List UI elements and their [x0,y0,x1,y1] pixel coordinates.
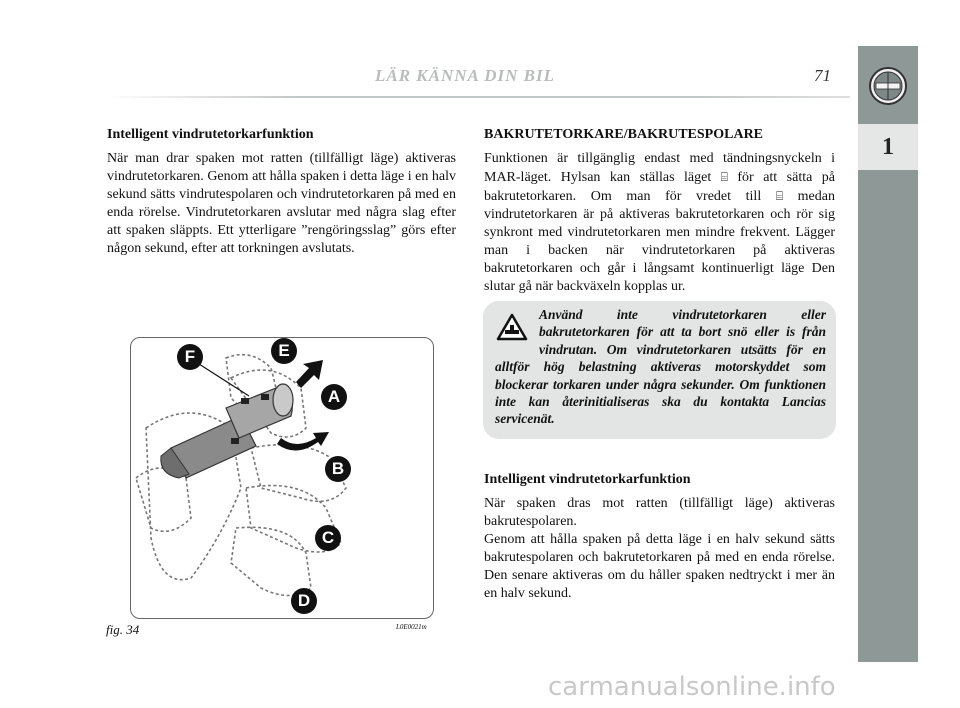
page-number: 71 [814,66,831,85]
figure-label-e: E [271,338,297,364]
header-divider [106,96,850,98]
figure-caption: fig. 34 [106,622,140,637]
rear-wiper-icon: ⌸ [775,189,784,203]
section-body-2b: Genom att hålla spaken på detta läge i en halv sekund sätts bakrutespolaren och bakrutetorkaren på med en enda rörelse. Den senare aktiveras om du håller spaken nedtryckt i mer än en halv sekund. [484,532,835,601]
section-body-2a: När spaken dras mot ratten (tillfälligt läge) aktiveras bakrutespolaren. [484,496,835,529]
stalk-illustration [131,338,433,618]
left-column [107,126,456,258]
warning-text: Använd inte vindrutetorkaren eller bakrutetorkaren för att ta bort snö eller is från vindrutan. Om vindrutetorkaren utsätts för en alltför hög belastning aktiveras motorskyddet som blockerar torkaren under några sekunder. Om funktionen inte kan återinitialiseras ska du kontakta Lancias servicenät. [495,307,826,427]
figure-stalk-diagram [130,337,434,619]
section-heading-2: Intelligent vindrutetorkarfunktion [484,472,691,487]
figure-code: L0E0021m [396,623,427,631]
section-body-rear-wiper: Funktionen är tillgänglig endast med tändningsnyckeln i MAR-läget. Hylsan kan ställas läget ⌸ för att sätta på bakrutetorkaren. Om man för vredet till ⌸ medan vindrutetorkaren är på aktiveras bakrutetorkaren och rör sig synkront med vindrutetorkaren men mindre frekvent. Lägger man i backen när vindrutetorkaren på aktiveras bakrutetorkaren och går i långsamt kontinuerligt läge Den slutar gå när backväxeln kopplas ur. [484,151,836,294]
section-heading: Intelligent vindrutetorkarfunktion [107,127,314,142]
section-heading-rear-wiper: BAKRUTETORKARE/BAKRUTESPOLARE [484,127,764,142]
figure-label-a: A [321,384,347,410]
figure-label-c: C [315,525,341,551]
right-column-2 [484,471,835,603]
chapter-number: 1 [858,124,918,170]
page-header-title: LÄR KÄNNA DIN BIL [375,66,555,85]
watermark: carmanualsonline.info [548,672,836,702]
rear-wiper-icon: ⌸ [720,170,728,184]
figure-label-f: F [177,344,203,370]
right-column [484,126,835,296]
section-body: När man drar spaken mot ratten (tillfälligt läge) aktiveras vindrutetorkaren. Genom att hålla spaken i detta läge i en halv sekund sätts vindrutespolaren och vindrutetorkaren på med en enda rörelse. Vindrutetorkaren avslutar med några slag efter att spaken släppts. Ett ytterligare ”rengöringsslag” görs efter någon sekund, efter att torkningen avslutats. [107,151,456,256]
warning-box [483,301,836,439]
figure-label-d: D [291,588,317,614]
figure-label-b: B [325,456,351,482]
lancia-logo-icon [868,66,908,106]
